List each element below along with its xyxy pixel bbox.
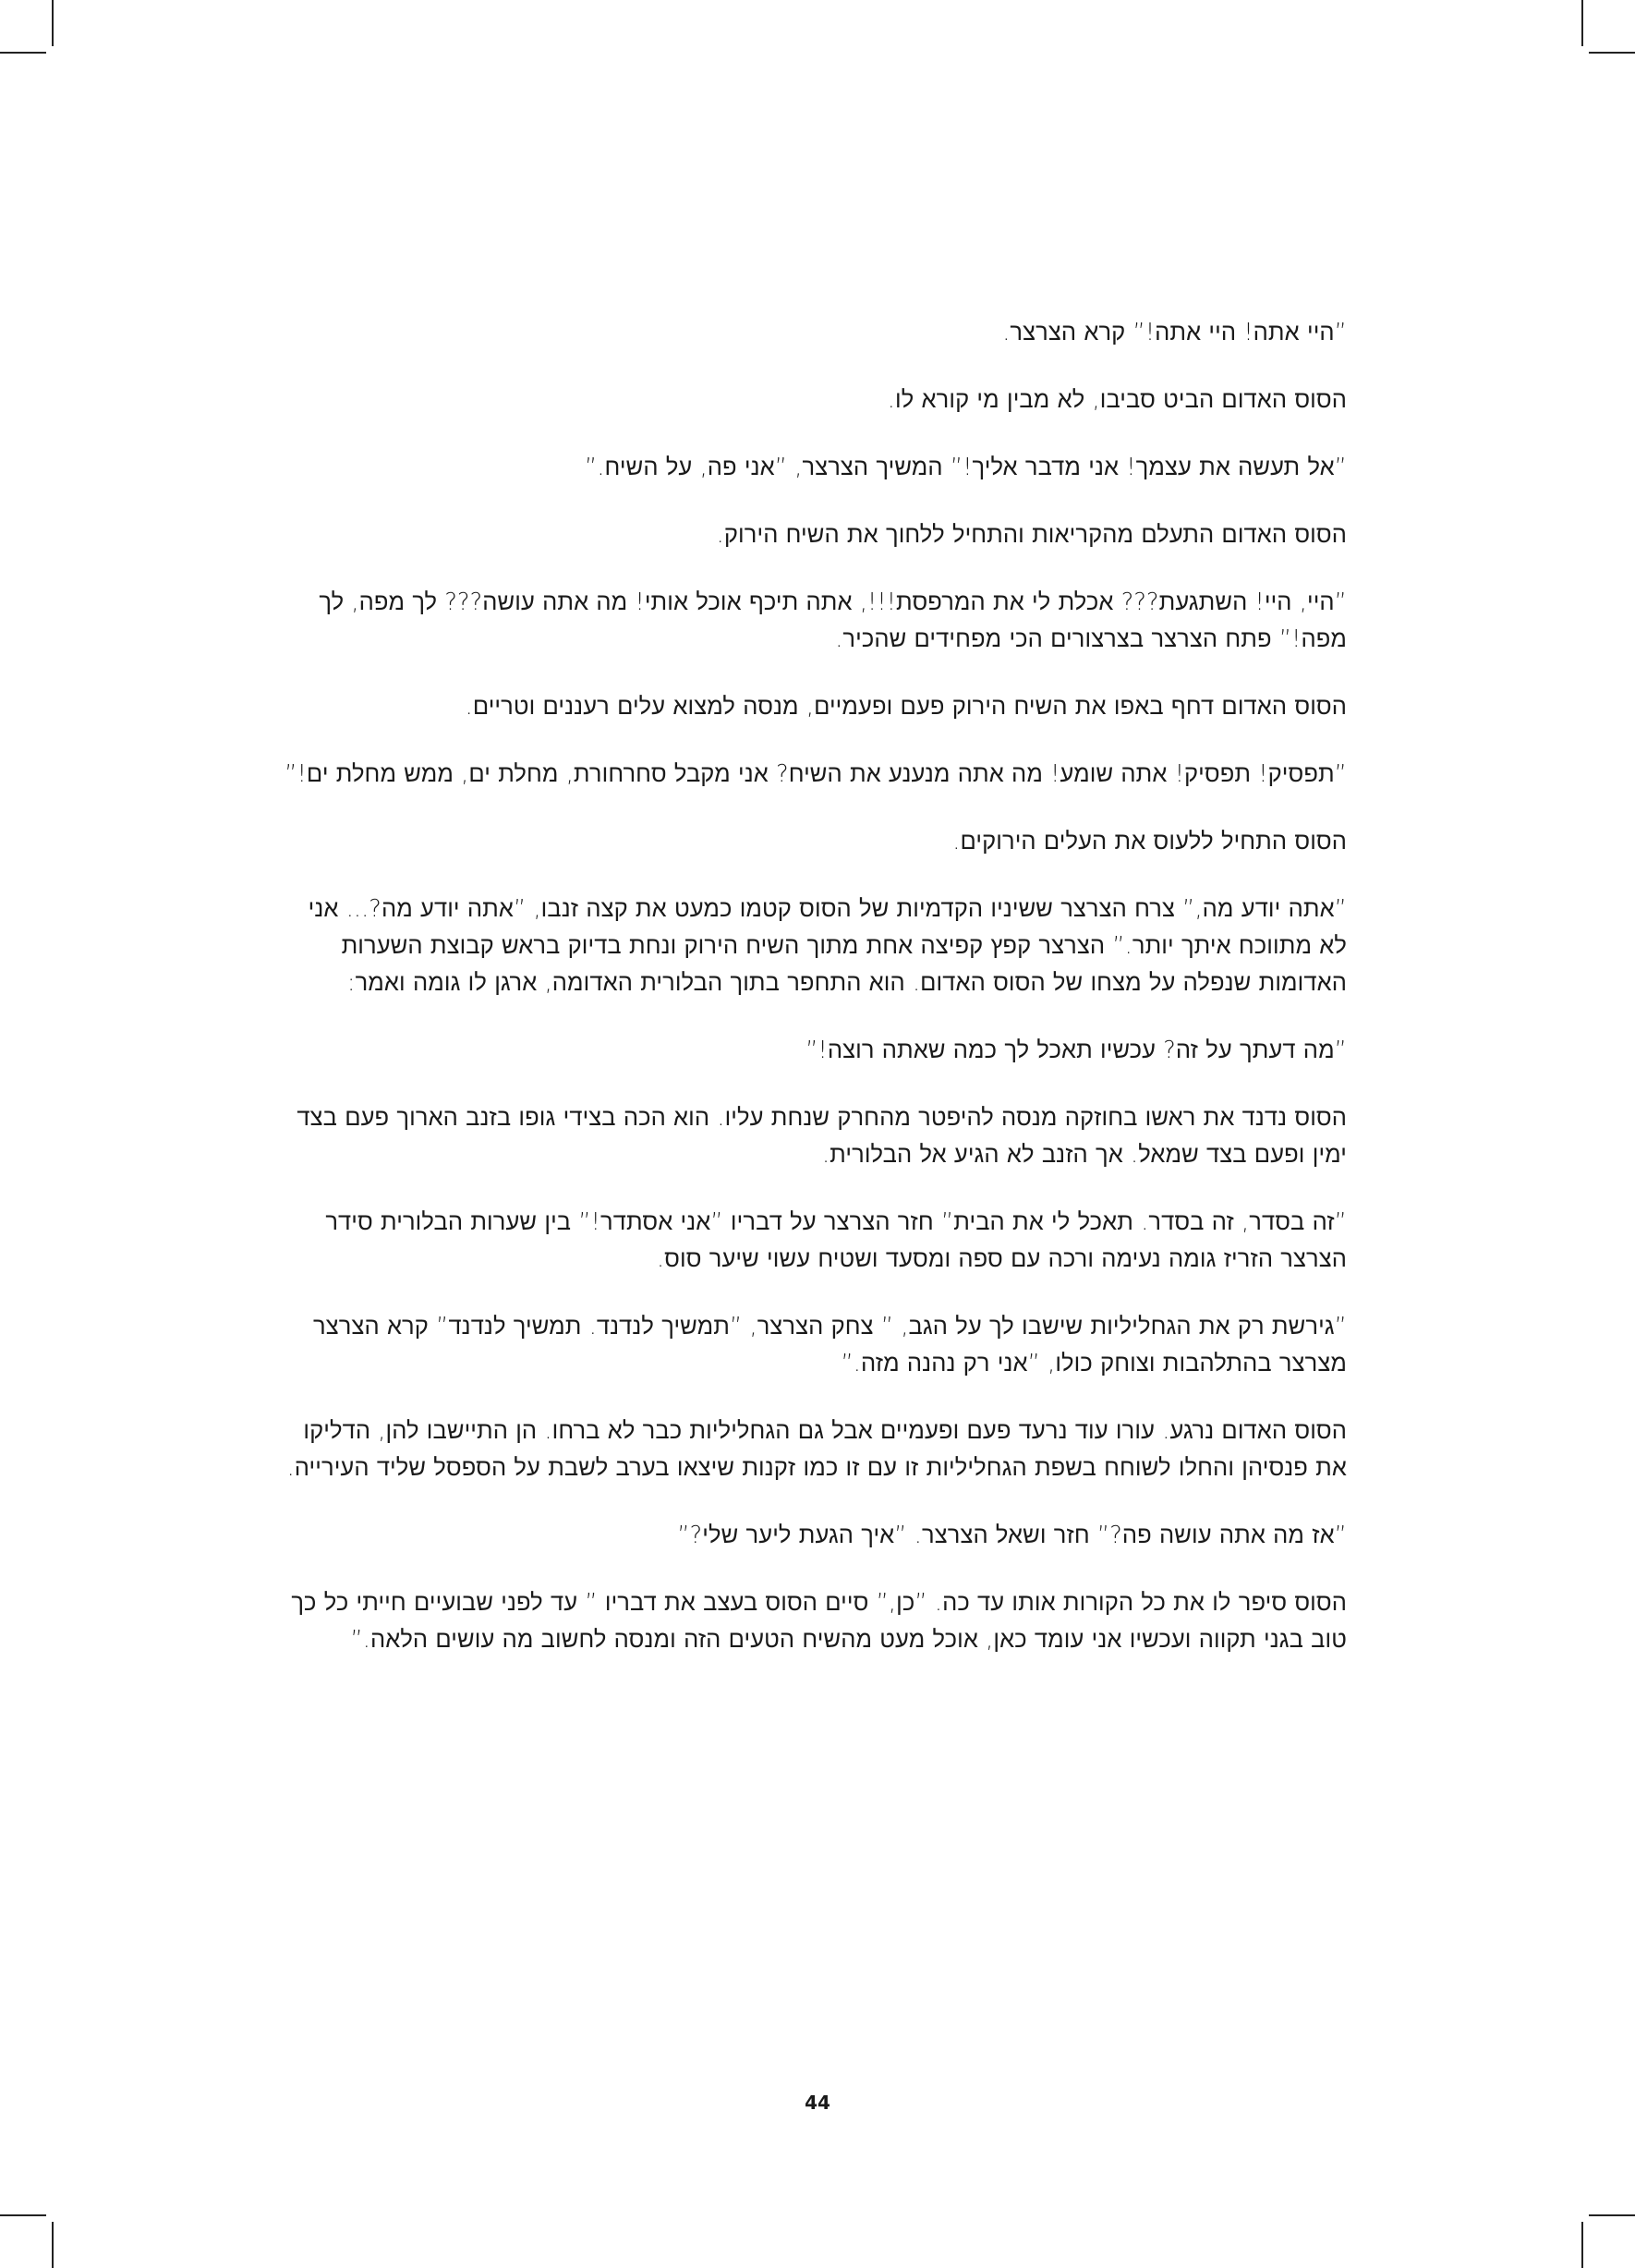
paragraph: ”אתה יודע מה,” צרח הצרצר ששיניו הקדמיות של הסוס קטמו כמעט את קצה זנבו, ”אתה יודע מה?... אני לא מתווכח איתך יותר.” הצרצר קפץ קפיצה אחת מתוך השיח הירוק ונחת בדיוק בראש קבוצת השערות האדומות שנפלה על מצחו של הסוס האדום. הוא התחפר בתוך הבלורית האדומה, ארגן לו גומה ואמר:: [308, 895, 1347, 997]
paragraph: הסוס האדום דחף באפו את השיח הירוק פעם ופעמיים, מנסה למצוא עלים רעננים וטריים.: [465, 693, 1347, 721]
crop-mark-top-left-horizontal: [0, 52, 46, 54]
paragraph: ”היי, היי! השתגעת??? אכלת לי את המרפסת!!!, אתה תיכף אוכל אותי! מה אתה עושה??? לך מפה, לך מפה!” פתח הצרצר בצרצורים הכי מפחידים שהכיר.: [319, 588, 1347, 653]
paragraph: הסוס האדום נרגע. עורו עוד נרעד פעם ופעמיים אבל גם הגחליליות כבר לא ברחו. הן התיישבו להן, הדליקו את פנסיהן והחלו לשוחח בשפת הגחליליות זו עם זו כמו זקנות שיצאו בערב לשבת על הספסל שליד העירייה.: [286, 1417, 1347, 1482]
crop-mark-top-right-vertical: [1581, 0, 1583, 46]
crop-mark-bottom-left-vertical: [52, 2222, 54, 2268]
crop-mark-bottom-right-horizontal: [1589, 2214, 1635, 2216]
story-text: [283, 314, 1347, 1689]
paragraph: ”אז מה אתה עושה פה?” חזר ושאל הצרצר. ”איך הגעת ליער שלי?”: [677, 1522, 1347, 1549]
paragraph: ”אל תעשה את עצמך! אני מדבר אליך!” המשיך הצרצר, ”אני פה, על השיח.”: [585, 454, 1347, 481]
paragraph: הסוס נדנד את ראשו בחוזקה מנסה להיפטר מהחרק שנחת עליו. הוא הכה בצידי גופו בזנב הארוך פעם בצד ימין ופעם בצד שמאל. אך הזנב לא הגיע אל הבלורית.: [297, 1104, 1347, 1169]
paragraph: הסוס האדום הביט סביבו, לא מבין מי קורא לו.: [887, 386, 1347, 414]
paragraph: הסוס סיפר לו את כל הקורות אותו עד כה. ”כן,” סיים הסוס בעצב את דבריו ” עד לפני שבועיים חייתי כל כך טוב בגני תקווה ועכשיו אני עומד כאן, אוכל מעט מהשיח הטעים הזה ומנסה לחשוב מה עושים הלאה.”: [291, 1589, 1347, 1654]
crop-mark-bottom-right-vertical: [1581, 2222, 1583, 2268]
page-number: 44: [805, 2092, 830, 2114]
paragraph: ”תפסיק! תפסיק! אתה שומע! מה אתה מנענע את השיח? אני מקבל סחרחורת, מחלת ים, ממש מחלת ים!”: [285, 760, 1347, 788]
paragraph: הסוס התחיל ללעוס את העלים הירוקים.: [952, 828, 1347, 855]
crop-mark-top-left-vertical: [52, 0, 54, 46]
crop-mark-top-right-horizontal: [1589, 52, 1635, 54]
crop-mark-bottom-left-horizontal: [0, 2214, 46, 2216]
paragraph: ”מה דעתך על זה? עכשיו תאכל לך כמה שאתה רוצה!”: [805, 1037, 1347, 1064]
paragraph: הסוס האדום התעלם מהקריאות והתחיל ללחוך את השיח הירוק.: [716, 521, 1347, 549]
paragraph: ”זה בסדר, זה בסדר. תאכל לי את הבית” חזר הצרצר על דבריו ”אני אסתדר!” בין שערות הבלורית סידר הצרצר הזריז גומה נעימה ורכה עם ספה ומסעד ושטיח עשוי שיער סוס.: [325, 1208, 1347, 1273]
paragraph: ”גירשת רק את הגחליליות שישבו לך על הגב, ” צחק הצרצר, ”תמשיך לנדנד. תמשיך לנדנד” קרא הצרצר מצרצר בהתלהבות וצוחק כולו, ”אני רק נהנה מזה.”: [313, 1313, 1347, 1377]
paragraph: ”היי אתה! היי אתה!” קרא הצרצר.: [1002, 319, 1347, 346]
